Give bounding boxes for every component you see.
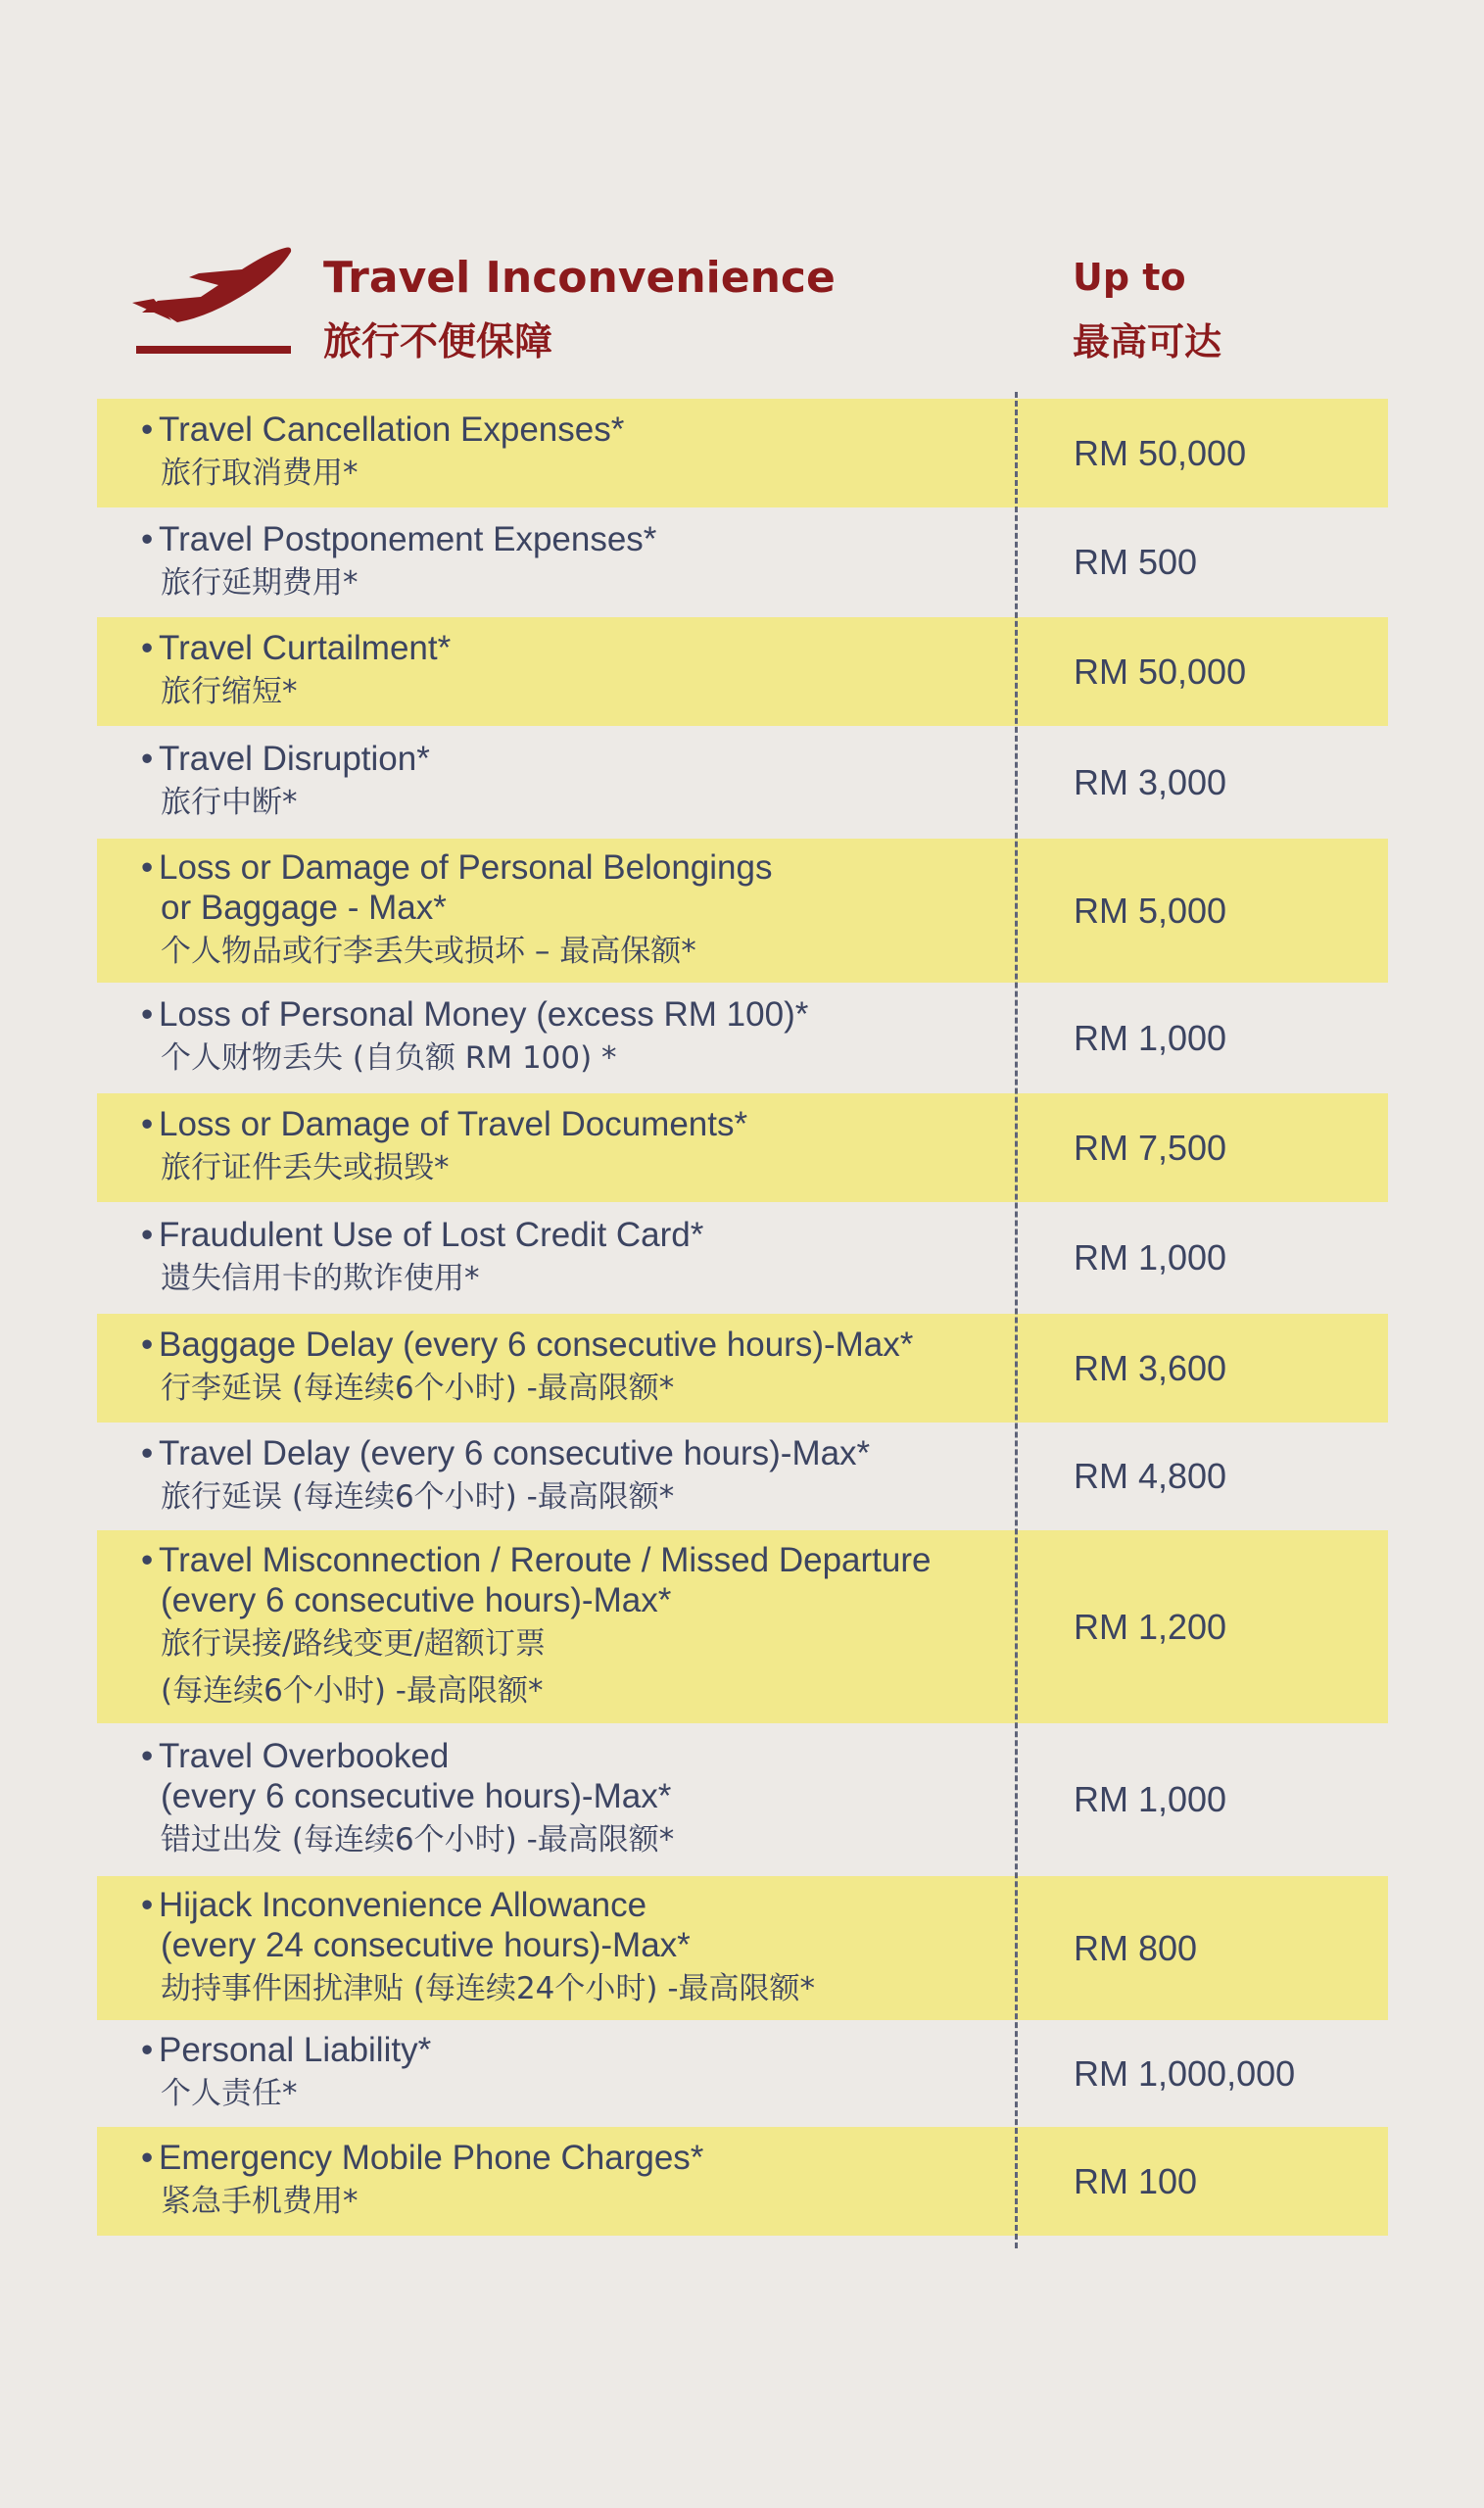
bullet-icon: • bbox=[141, 629, 154, 667]
bullet-icon: • bbox=[141, 847, 154, 887]
benefit-name: Travel Disruption* bbox=[159, 740, 430, 778]
benefit-row bbox=[97, 617, 1388, 726]
benefit-name-chinese: 劫持事件困扰津贴 (每连续24个小时) -最高限额* bbox=[161, 1970, 816, 2006]
bullet-icon: • bbox=[141, 1105, 154, 1143]
benefit-row bbox=[97, 1093, 1388, 1202]
benefit-amount: RM 500 bbox=[1074, 542, 1198, 582]
bullet-icon: • bbox=[141, 2031, 154, 2069]
benefit-name: Baggage Delay (every 6 consecutive hours)-Max* bbox=[159, 1326, 914, 1364]
bullet-icon: • bbox=[141, 1540, 154, 1579]
benefit-label bbox=[97, 1723, 1014, 1876]
benefit-amount: RM 1,000,000 bbox=[1074, 2052, 1296, 2094]
benefit-label bbox=[97, 2127, 1014, 2236]
benefit-name: Travel Delay (every 6 consecutive hours)-Max* bbox=[159, 1433, 871, 1472]
benefit-name: Emergency Mobile Phone Charges* bbox=[159, 2139, 704, 2177]
benefit-label bbox=[97, 507, 1014, 617]
benefit-amount: RM 1,000 bbox=[1074, 1779, 1227, 1819]
benefit-name: Personal Liability* bbox=[159, 2031, 432, 2069]
benefit-name: Hijack Inconvenience Allowance bbox=[159, 1885, 647, 1924]
benefit-row bbox=[97, 1530, 1388, 1723]
benefit-name: Loss or Damage of Personal Belongings bbox=[159, 847, 773, 887]
benefit-amount: RM 1,000 bbox=[1074, 1017, 1227, 1058]
bullet-icon: • bbox=[141, 1433, 154, 1472]
benefit-row bbox=[97, 1423, 1388, 1530]
benefit-label bbox=[97, 617, 1014, 726]
benefit-amount: RM 50,000 bbox=[1074, 432, 1247, 473]
column-header-up-to: Up to bbox=[1073, 256, 1186, 299]
benefit-label bbox=[97, 839, 1014, 983]
section-title-chinese: 旅行不便保障 bbox=[323, 320, 553, 364]
airplane-takeoff-icon bbox=[132, 240, 297, 360]
benefit-name: Loss of Personal Money (excess RM 100)* bbox=[159, 995, 809, 1034]
section-title: Travel Inconvenience bbox=[323, 253, 836, 303]
benefit-label bbox=[97, 399, 1014, 507]
benefit-name: Travel Postponement Expenses* bbox=[159, 519, 657, 558]
bullet-icon: • bbox=[141, 2139, 154, 2177]
benefit-amount: RM 3,600 bbox=[1074, 1347, 1227, 1388]
benefit-amount: RM 100 bbox=[1074, 2160, 1198, 2201]
benefit-row bbox=[97, 1876, 1388, 2020]
benefit-name-chinese: 旅行取消费用* bbox=[161, 456, 359, 491]
benefit-name-chinese: 错过出发 (每连续6个小时) -最高限额* bbox=[161, 1822, 675, 1857]
benefit-row bbox=[97, 2127, 1388, 2236]
benefit-row bbox=[97, 399, 1388, 507]
bullet-icon: • bbox=[141, 519, 154, 558]
benefit-name-continued: (every 6 consecutive hours)-Max* bbox=[161, 1777, 672, 1815]
benefit-label bbox=[97, 1093, 1014, 1202]
bullet-icon: • bbox=[141, 740, 154, 778]
benefit-amount: RM 1,000 bbox=[1074, 1237, 1227, 1278]
benefit-name-chinese: 个人物品或行李丢失或损坏 – 最高保额* bbox=[161, 933, 696, 969]
benefit-row bbox=[97, 507, 1388, 617]
bullet-icon: • bbox=[141, 1885, 154, 1924]
benefit-label bbox=[97, 1876, 1014, 2020]
benefit-amount: RM 5,000 bbox=[1074, 890, 1227, 931]
benefit-name: Loss or Damage of Travel Documents* bbox=[159, 1105, 748, 1143]
section-header bbox=[0, 0, 1484, 392]
benefit-amount: RM 800 bbox=[1074, 1927, 1198, 1968]
benefit-name-chinese: 旅行延期费用* bbox=[161, 564, 359, 601]
benefit-amount: RM 50,000 bbox=[1074, 651, 1247, 692]
benefit-name-chinese: 遗失信用卡的欺诈使用* bbox=[161, 1260, 480, 1296]
benefit-name-chinese: 旅行证件丢失或损毁* bbox=[161, 1150, 450, 1185]
benefit-row bbox=[97, 839, 1388, 983]
benefit-name-chinese: 个人责任* bbox=[161, 2076, 298, 2111]
bullet-icon: • bbox=[141, 410, 154, 449]
bullet-icon: • bbox=[141, 995, 154, 1034]
benefit-name-continued: (every 24 consecutive hours)-Max* bbox=[161, 1925, 691, 1964]
benefit-name: Travel Curtailment* bbox=[159, 629, 452, 667]
benefit-label bbox=[97, 1423, 1014, 1530]
benefit-name-chinese-continued: (每连续6个小时) -最高限额* bbox=[161, 1672, 544, 1709]
column-divider bbox=[1015, 392, 1018, 2248]
benefit-label bbox=[97, 2020, 1014, 2127]
benefit-label bbox=[97, 983, 1014, 1093]
benefit-label bbox=[97, 1314, 1014, 1423]
benefit-row bbox=[97, 1723, 1388, 1876]
benefit-name-chinese: 旅行延误 (每连续6个小时) -最高限额* bbox=[161, 1478, 675, 1515]
benefit-name: Fraudulent Use of Lost Credit Card* bbox=[159, 1215, 704, 1254]
benefits-table bbox=[97, 399, 1388, 2236]
benefit-name-continued: or Baggage - Max* bbox=[161, 888, 447, 927]
column-header-up-to-chinese: 最高可达 bbox=[1073, 320, 1222, 363]
benefit-name: Travel Misconnection / Reroute / Missed Departure bbox=[159, 1540, 932, 1579]
benefit-label bbox=[97, 1202, 1014, 1314]
benefit-row bbox=[97, 2020, 1388, 2127]
benefit-label bbox=[97, 1530, 1014, 1723]
benefit-row bbox=[97, 726, 1388, 839]
benefit-amount: RM 3,000 bbox=[1074, 761, 1227, 802]
benefit-name-chinese: 行李延误 (每连续6个小时) -最高限额* bbox=[161, 1371, 675, 1406]
benefit-label bbox=[97, 726, 1014, 839]
benefit-amount: RM 1,200 bbox=[1074, 1606, 1227, 1647]
benefit-name-chinese: 旅行缩短* bbox=[161, 674, 298, 709]
benefit-name-chinese: 旅行中断* bbox=[161, 785, 298, 820]
benefit-row bbox=[97, 983, 1388, 1093]
benefit-name: Travel Overbooked bbox=[159, 1737, 450, 1775]
benefit-amount: RM 4,800 bbox=[1074, 1456, 1227, 1496]
benefit-name-chinese: 旅行误接/路线变更/超额订票 bbox=[161, 1625, 546, 1662]
benefit-row bbox=[97, 1314, 1388, 1423]
benefit-row bbox=[97, 1202, 1388, 1314]
bullet-icon: • bbox=[141, 1215, 154, 1254]
bullet-icon: • bbox=[141, 1737, 154, 1775]
benefit-amount: RM 7,500 bbox=[1074, 1127, 1227, 1168]
bullet-icon: • bbox=[141, 1326, 154, 1364]
benefit-name-continued: (every 6 consecutive hours)-Max* bbox=[161, 1580, 672, 1619]
benefit-name-chinese: 紧急手机费用* bbox=[161, 2184, 359, 2219]
benefit-name: Travel Cancellation Expenses* bbox=[159, 410, 625, 449]
benefit-name-chinese: 个人财物丢失 (自负额 RM 100) * bbox=[161, 1040, 617, 1076]
